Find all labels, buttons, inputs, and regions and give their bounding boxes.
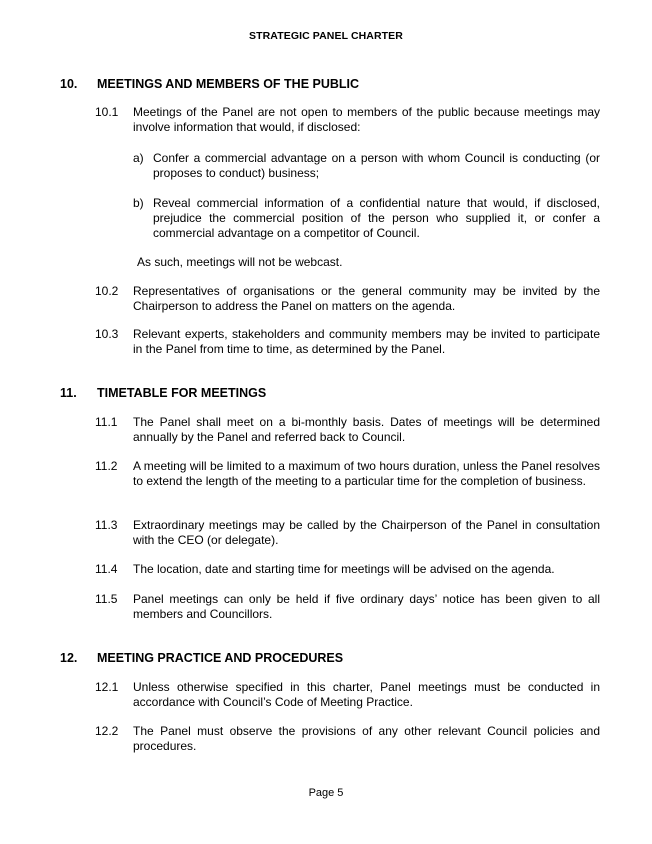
- page-number: Page 5: [308, 787, 344, 799]
- clause-11-2: [95, 459, 600, 489]
- clause-number: 11.5: [95, 592, 118, 606]
- subclause-b: [133, 196, 600, 242]
- clause-10-2: [95, 284, 600, 314]
- clause-12-2: [95, 724, 600, 754]
- clause-text: A meeting will be limited to a maximum of two hours duration, unless the Panel resolves to extend the length of the meeting to a particular time for the completion of business.: [133, 459, 600, 489]
- clause-number: 11.1: [95, 415, 118, 429]
- subclause-label: b): [133, 196, 144, 210]
- clause-text: Extraordinary meetings may be called by the Chairperson of the Panel in consultation with the CEO (or delegate).: [133, 518, 600, 548]
- section-heading-12: [60, 651, 600, 665]
- clause-number: 10.3: [95, 327, 119, 341]
- section-title: TIMETABLE FOR MEETINGS: [97, 386, 267, 400]
- subclause-a: [133, 151, 600, 181]
- clause-11-5: [95, 592, 600, 622]
- section-heading-11: [60, 386, 600, 400]
- subclause-label: a): [133, 151, 144, 165]
- clause-text: Panel meetings can only be held if five ordinary days’ notice has been given to all members and Councillors.: [133, 592, 600, 622]
- clause-11-4: [95, 562, 600, 577]
- clause-10-3: [95, 327, 600, 357]
- clause-text: Relevant experts, stakeholders and community members may be invited to participate in the Panel from time to time, as determined by the Panel.: [133, 327, 600, 357]
- clause-11-1: [95, 415, 600, 445]
- clause-number: 11.2: [95, 459, 118, 473]
- clause-number: 10.1: [95, 105, 119, 119]
- section-heading-10: [60, 77, 600, 91]
- subclause-text: Reveal commercial information of a confidential nature that would, if disclosed, prejudice the commercial position of the person who supplied it, or confer a commercial advantage on a competitor of Council.: [153, 196, 600, 241]
- webcast-note: As such, meetings will not be webcast.: [137, 255, 343, 269]
- section-number: 11.: [60, 386, 77, 400]
- clause-number: 10.2: [95, 284, 119, 298]
- clause-11-3: [95, 518, 600, 548]
- clause-12-1: [95, 680, 600, 710]
- clause-number: 11.4: [95, 562, 118, 576]
- section-title: MEETING PRACTICE AND PROCEDURES: [97, 651, 344, 665]
- clause-10-1: [95, 105, 600, 135]
- clause-number: 12.2: [95, 724, 119, 738]
- section-number: 10.: [60, 77, 78, 91]
- clause-text: Meetings of the Panel are not open to members of the public because meetings may involve information that would, if disclosed:: [133, 105, 600, 135]
- clause-text: The Panel shall meet on a bi-monthly basis. Dates of meetings will be determined annually by the Panel and referred back to Council.: [133, 415, 600, 445]
- clause-text: Representatives of organisations or the general community may be invited by the Chairperson to address the Panel on matters on the agenda.: [133, 284, 600, 314]
- section-number: 12.: [60, 651, 78, 665]
- page-header: STRATEGIC PANEL CHARTER: [249, 30, 403, 42]
- clause-text: The location, date and starting time for meetings will be advised on the agenda.: [133, 562, 555, 576]
- subclause-text: Confer a commercial advantage on a person with whom Council is conducting (or proposes to conduct) business;: [153, 151, 600, 181]
- clause-number: 11.3: [95, 518, 118, 532]
- clause-number: 12.1: [95, 680, 119, 694]
- clause-text: The Panel must observe the provisions of any other relevant Council policies and procedures.: [133, 724, 600, 754]
- clause-text: Unless otherwise specified in this charter, Panel meetings must be conducted in accordance with Council’s Code of Meeting Practice.: [133, 680, 600, 710]
- section-title: MEETINGS AND MEMBERS OF THE PUBLIC: [97, 77, 360, 91]
